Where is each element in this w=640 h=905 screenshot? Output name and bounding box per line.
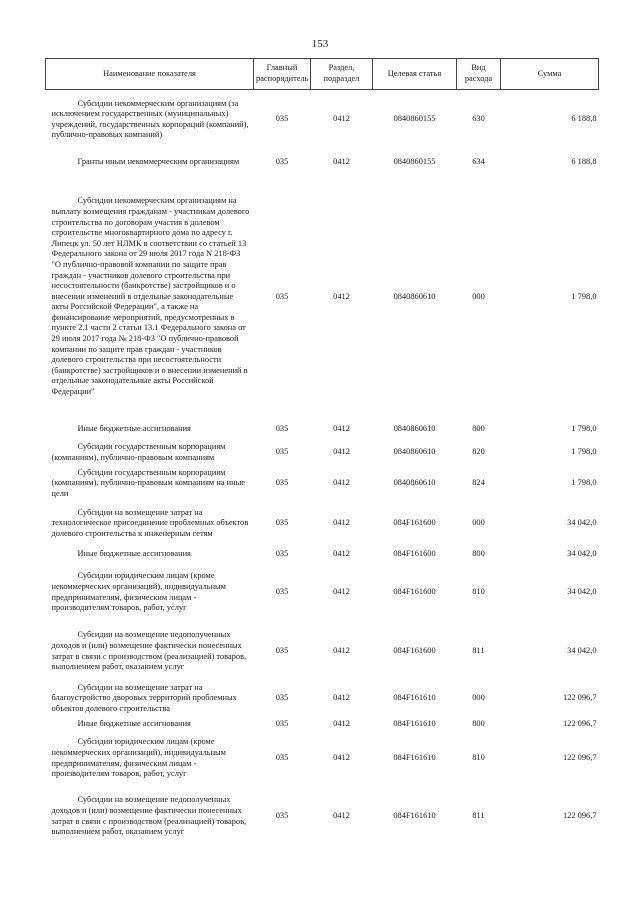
row-type: 820	[472, 447, 485, 457]
row-section: 0412	[333, 447, 350, 457]
header-type: Вид расхода	[457, 59, 501, 90]
row-admin: 035	[275, 114, 289, 124]
row-sum: 1 798,0	[571, 291, 597, 301]
row-section: 0412	[333, 156, 350, 166]
table-row	[46, 420, 599, 440]
row-type: 800	[472, 719, 485, 729]
row-section: 0412	[333, 291, 350, 301]
row-admin: 035	[275, 811, 289, 821]
page-number: 153	[311, 38, 329, 50]
row-sum: 34 042,0	[567, 587, 597, 597]
row-name: Субсидии некоммерческим организациям на выплату возмещения гражданам - участникам долевого строительства по договорам участия в долевом строительстве многоквартирного дома по адресу г. Липецк ул. 50 лет НЛМК в соответствии со статьей 13 Федерального закона от 29 июля 2017 года N 218-ФЗ "О публично-правовой компании по защите прав граждан - участников долевого строительства при несостоятельности (банкротстве) застройщиков и о внесении изменений в отдельные законодательные акты Российской Федерации", а также на финансирование мероприятий, предусмотренных в пункте 2.1 части 2 статьи 13.1 Федерального закона от 29 июля 2017 года № 218-ФЗ "О публично-правовой компании по защите прав граждан - участников долевого строительства при несостоятельности (банкротстве) застройщиков и о внесении изменений в отдельные законодательные акты Российской Федерации"	[51, 196, 250, 397]
table-row	[46, 546, 599, 564]
row-target: 084F161610	[393, 811, 436, 821]
row-admin: 035	[275, 646, 289, 656]
header-admin: Главный распорядитель	[254, 59, 311, 90]
row-name: Субсидии юридическим лицам (кроме некоммерческих организаций), индивидуальным предпринимателям, физическим лицам - производителям товаров, работ, услуг	[51, 737, 226, 779]
row-admin: 035	[275, 424, 289, 434]
row-section: 0412	[333, 549, 350, 559]
row-sum: 122 096,7	[563, 811, 597, 821]
table-row	[46, 175, 599, 420]
table-row	[46, 716, 599, 734]
row-target: 084F161610	[393, 719, 436, 729]
table-row	[46, 682, 599, 716]
row-name: Субсидии на возмещение затрат на технологическое присоединение проблемных объектов долевого строительства к инженерным сетям	[51, 507, 249, 538]
row-name: Гранты иным некоммерческим организациям	[77, 156, 240, 166]
row-name: Иные бюджетные ассигнования	[77, 719, 191, 729]
table-row	[46, 564, 599, 622]
row-admin: 035	[275, 478, 289, 488]
row-admin: 035	[275, 587, 289, 597]
row-target: 0840860610	[393, 447, 436, 457]
row-sum: 122 096,7	[563, 753, 597, 763]
row-name: Субсидии государственным корпорациям (компаниям), публично-правовым компаниям	[51, 441, 226, 462]
row-section: 0412	[333, 518, 350, 528]
table-row	[46, 784, 599, 850]
row-type: 800	[472, 549, 485, 559]
table-row	[46, 150, 599, 175]
row-type: 630	[472, 114, 485, 124]
row-target: 084F161600	[393, 587, 436, 597]
row-target: 0840860610	[393, 291, 436, 301]
table-row	[46, 502, 599, 546]
row-sum: 6 188,8	[571, 114, 597, 124]
row-name: Субсидии на возмещение недополученных доходов и (или) возмещение фактически понесенных затрат в связи с производством (реализацией) товаров, выполнением работ, оказанием услуг	[51, 630, 247, 672]
table-row	[46, 622, 599, 682]
header-section: Раздел, подраздел	[311, 59, 373, 90]
row-target: 084F161610	[393, 753, 436, 763]
row-type: 811	[472, 811, 485, 821]
row-target: 0840860610	[393, 424, 436, 434]
row-target: 084F161600	[393, 549, 436, 559]
row-admin: 035	[275, 447, 289, 457]
row-type: 634	[472, 156, 485, 166]
row-type: 824	[472, 478, 485, 488]
row-type: 810	[472, 587, 485, 597]
row-section: 0412	[333, 693, 350, 703]
row-name: Субсидии юридическим лицам (кроме некоммерческих организаций), индивидуальным предпринимателям, физическим лицам - производителям товаров, работ, услуг	[51, 571, 226, 613]
row-sum: 1 798,0	[571, 447, 597, 457]
table-row	[46, 466, 599, 502]
table-row	[46, 734, 599, 784]
row-section: 0412	[333, 478, 350, 488]
row-sum: 34 042,0	[567, 646, 597, 656]
row-section: 0412	[333, 424, 350, 434]
row-section: 0412	[333, 646, 350, 656]
row-section: 0412	[333, 811, 350, 821]
row-type: 000	[472, 693, 485, 703]
row-name: Субсидии некоммерческим организациям (за исключением государственных (муниципальных) учреждений, государственных корпораций (компаний), публично-правовых компаний)	[51, 98, 249, 140]
header-target: Целевая статья	[373, 59, 457, 90]
row-type: 000	[472, 518, 485, 528]
row-admin: 035	[275, 291, 289, 301]
row-admin: 035	[275, 753, 289, 763]
row-admin: 035	[275, 156, 289, 166]
row-sum: 122 096,7	[563, 719, 597, 729]
row-target: 0840860610	[393, 478, 436, 488]
row-name: Иные бюджетные ассигнования	[77, 549, 191, 559]
row-name: Субсидии государственным корпорациям (компаниям), публично-правовым компаниям на иные цели	[51, 467, 245, 498]
row-target: 0840860155	[393, 114, 436, 124]
row-type: 000	[472, 291, 485, 301]
row-target: 084F161610	[393, 693, 436, 703]
row-admin: 035	[275, 549, 289, 559]
row-sum: 34 042,0	[567, 518, 597, 528]
table-row	[46, 90, 599, 150]
row-sum: 1 798,0	[571, 478, 597, 488]
row-sum: 34 042,0	[567, 549, 597, 559]
row-target: 0840860155	[393, 156, 436, 166]
row-sum: 6 188,8	[571, 156, 597, 166]
row-section: 0412	[333, 587, 350, 597]
table-row	[46, 440, 599, 466]
row-name: Субсидии на возмещение недополученных доходов и (или) возмещение фактически понесенных затрат в связи с производством (реализацией) товаров, выполнением работ, оказанием услуг	[51, 795, 247, 837]
row-sum: 122 096,7	[563, 693, 597, 703]
header-name: Наименование показателя	[46, 59, 254, 90]
header-sum: Сумма	[501, 59, 599, 90]
row-admin: 035	[275, 719, 289, 729]
budget-table	[45, 58, 599, 850]
row-section: 0412	[333, 719, 350, 729]
row-section: 0412	[333, 114, 350, 124]
row-name: Иные бюджетные ассигнования	[77, 424, 191, 434]
row-target: 084F161600	[393, 518, 436, 528]
row-type: 811	[472, 646, 485, 656]
row-sum: 1 798,0	[571, 424, 597, 434]
row-admin: 035	[275, 518, 289, 528]
row-section: 0412	[333, 753, 350, 763]
row-name: Субсидии на возмещение затрат на благоустройство дворовых территорий проблемных объектов долевого строительства	[51, 682, 237, 713]
row-target: 084F161600	[393, 646, 436, 656]
row-type: 810	[472, 753, 485, 763]
header-row	[46, 59, 599, 90]
row-type: 800	[472, 424, 485, 434]
row-admin: 035	[275, 693, 289, 703]
